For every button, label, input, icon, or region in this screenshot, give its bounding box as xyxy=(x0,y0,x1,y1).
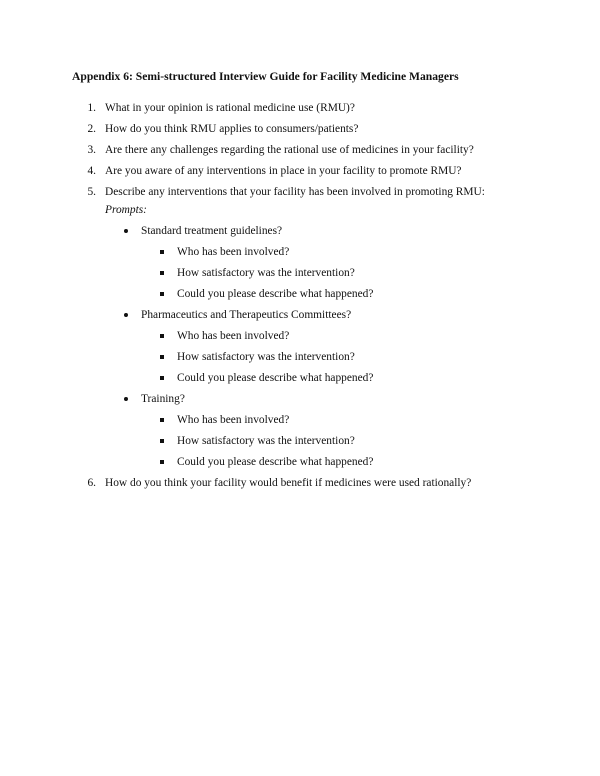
intervention-3-sub-1: Who has been involved? xyxy=(177,414,290,426)
intervention-3-sub-2: How satisfactory was the intervention? xyxy=(177,435,355,447)
intervention-1-sub-3: Could you please describe what happened? xyxy=(177,288,374,300)
intervention-3-label: Training? xyxy=(141,393,185,405)
question-2-number: 2. xyxy=(87,123,96,135)
question-3-text: Are there any challenges regarding the rational use of medicines in your facility? xyxy=(105,144,474,156)
question-1-number: 1. xyxy=(87,102,96,114)
question-6-number: 6. xyxy=(87,477,96,489)
bullet-square-icon xyxy=(160,355,164,359)
intervention-2-sub-1: Who has been involved? xyxy=(177,330,290,342)
question-5-number: 5. xyxy=(87,186,96,198)
bullet-dot-icon xyxy=(124,229,128,233)
bullet-dot-icon xyxy=(124,313,128,317)
bullet-square-icon xyxy=(160,460,164,464)
intervention-2-label: Pharmaceutics and Therapeutics Committees? xyxy=(141,309,352,321)
bullet-square-icon xyxy=(160,334,164,338)
bullet-square-icon xyxy=(160,271,164,275)
intervention-3-sub-3: Could you please describe what happened? xyxy=(177,456,374,468)
question-1-text: What in your opinion is rational medicine use (RMU)? xyxy=(105,102,355,114)
appendix-title: Appendix 6: Semi-structured Interview Guide for Facility Medicine Managers xyxy=(72,70,459,83)
intervention-2-sub-3: Could you please describe what happened? xyxy=(177,372,374,384)
bullet-square-icon xyxy=(160,292,164,296)
question-2-text: How do you think RMU applies to consumers/patients? xyxy=(105,123,359,135)
bullet-square-icon xyxy=(160,439,164,443)
intervention-1-sub-1: Who has been involved? xyxy=(177,246,290,258)
bullet-dot-icon xyxy=(124,397,128,401)
question-5-text: Describe any interventions that your facility has been involved in promoting RMU: xyxy=(105,186,485,198)
bullet-square-icon xyxy=(160,418,164,422)
intervention-1-label: Standard treatment guidelines? xyxy=(141,225,283,237)
bullet-square-icon xyxy=(160,250,164,254)
prompts-label: Prompts: xyxy=(105,204,147,216)
intervention-1-sub-2: How satisfactory was the intervention? xyxy=(177,267,355,279)
intervention-2-sub-2: How satisfactory was the intervention? xyxy=(177,351,355,363)
bullet-square-icon xyxy=(160,376,164,380)
question-3-number: 3. xyxy=(87,144,96,156)
question-6-text: How do you think your facility would benefit if medicines were used rationally? xyxy=(105,477,472,489)
question-4-text: Are you aware of any interventions in place in your facility to promote RMU? xyxy=(105,165,462,177)
question-4-number: 4. xyxy=(87,165,96,177)
